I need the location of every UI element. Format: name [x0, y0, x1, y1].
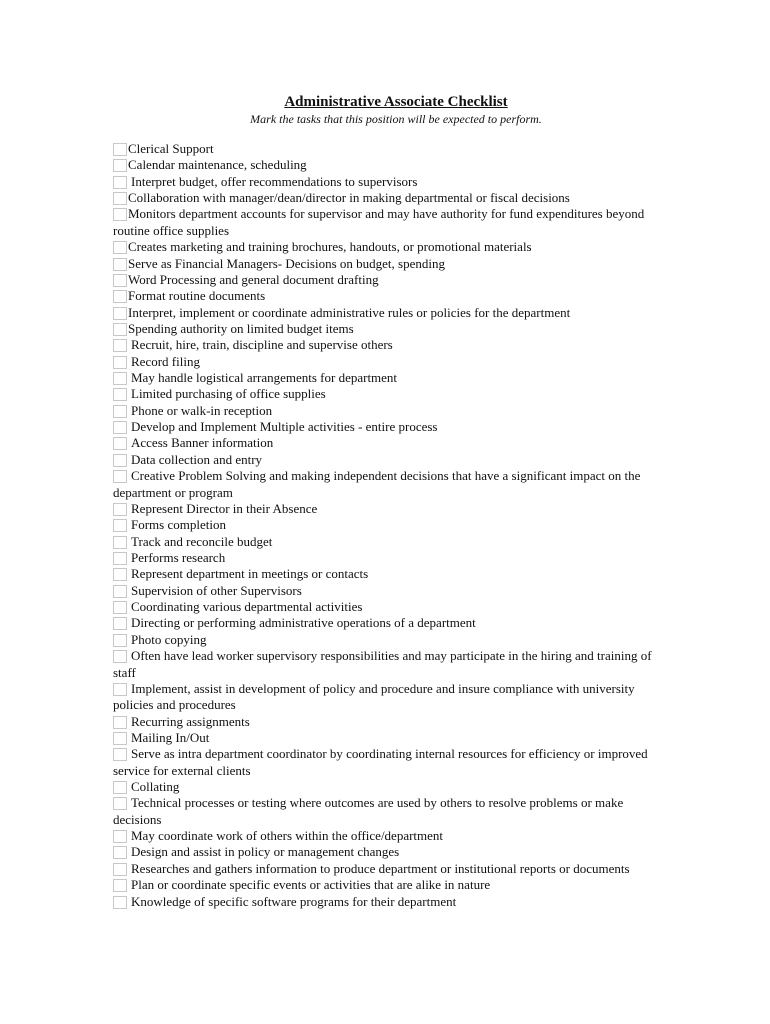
checklist-item: [113, 550, 663, 566]
checklist-item: [113, 861, 663, 877]
checklist-item-label: Technical processes or testing where outcomes are used by others to resolve problems or make decisions: [113, 795, 624, 827]
checklist-item-label: Word Processing and general document drafting: [128, 271, 379, 287]
checklist-item-label: Coordinating various departmental activities: [131, 599, 363, 615]
checkbox[interactable]: [113, 863, 127, 876]
checklist-item: [113, 534, 663, 550]
checkbox[interactable]: [113, 781, 127, 794]
checklist-item: [113, 435, 663, 451]
checklist-item: [113, 305, 663, 321]
checkbox[interactable]: [113, 176, 127, 189]
page-subtitle: Mark the tasks that this position will be expected to perform.: [250, 112, 542, 126]
checkbox[interactable]: [113, 830, 127, 843]
task-checklist: [113, 141, 663, 910]
checklist-item-label: Interpret budget, offer recommendations to supervisors: [131, 173, 418, 189]
checklist-item-label: Often have lead worker supervisory responsibilities and may participate in the hiring and training of staff: [113, 648, 652, 680]
checklist-item-label: Track and reconcile budget: [131, 533, 273, 549]
checklist-item: [113, 468, 663, 501]
checklist-item-label: Collaboration with manager/dean/director in making departmental or fiscal decisions: [128, 190, 570, 206]
checklist-item: [113, 615, 663, 631]
checklist-item: [113, 354, 663, 370]
checklist-item-label: Interpret, implement or coordinate administrative rules or policies for the department: [128, 304, 571, 320]
checklist-item: [113, 157, 663, 173]
checkbox[interactable]: [113, 879, 127, 892]
checklist-item-label: Supervision of other Supervisors: [131, 582, 302, 598]
checklist-item-label: Plan or coordinate specific events or activities that are alike in nature: [131, 877, 491, 893]
checklist-item: [113, 599, 663, 615]
checklist-item-label: Record filing: [131, 353, 200, 369]
checkbox[interactable]: [113, 634, 127, 647]
checkbox[interactable]: [113, 274, 127, 287]
checkbox[interactable]: [113, 519, 127, 532]
checklist-item-label: Recruit, hire, train, discipline and supervise others: [131, 337, 393, 353]
checklist-item-label: Performs research: [131, 549, 226, 565]
checklist-item-label: Represent department in meetings or contacts: [131, 566, 369, 582]
checkbox[interactable]: [113, 716, 127, 729]
checklist-item-label: Limited purchasing of office supplies: [131, 386, 326, 402]
checkbox[interactable]: [113, 585, 127, 598]
checklist-item: [113, 632, 663, 648]
checklist-item: [113, 714, 663, 730]
checklist-item: [113, 321, 663, 337]
checklist-item: [113, 648, 663, 681]
checklist-item-label: Format routine documents: [128, 288, 266, 304]
checkbox[interactable]: [113, 797, 127, 810]
checkbox[interactable]: [113, 617, 127, 630]
checklist-item-label: Data collection and entry: [131, 451, 263, 467]
checklist-item: [113, 828, 663, 844]
checklist-item: [113, 795, 663, 828]
checklist-item-label: Creative Problem Solving and making independent decisions that have a significant impact on the department or program: [113, 468, 641, 500]
checklist-item: [113, 730, 663, 746]
checklist-item: [113, 239, 663, 255]
checkbox[interactable]: [113, 503, 127, 516]
checklist-item-label: Calendar maintenance, scheduling: [128, 157, 307, 173]
checkbox[interactable]: [113, 307, 127, 320]
checkbox[interactable]: [113, 536, 127, 549]
checklist-item: [113, 386, 663, 402]
checklist-item-label: Researches and gathers information to produce department or institutional reports or documents: [131, 860, 630, 876]
checklist-item-label: Implement, assist in development of policy and procedure and insure compliance with university policies and procedures: [113, 680, 635, 713]
checkbox[interactable]: [113, 290, 127, 303]
checklist-item-label: Serve as intra department coordinator by coordinating internal resources for efficiency or improved service for external clients: [113, 746, 648, 778]
checklist-item: [113, 403, 663, 419]
checkbox[interactable]: [113, 241, 127, 254]
checklist-item: [113, 288, 663, 304]
checklist-item: [113, 256, 663, 272]
checklist-item-label: Spending authority on limited budget items: [128, 320, 354, 336]
checkbox[interactable]: [113, 568, 127, 581]
checkbox[interactable]: [113, 372, 127, 385]
checklist-item: [113, 174, 663, 190]
checkbox[interactable]: [113, 732, 127, 745]
checklist-item: [113, 894, 663, 910]
checklist-item: [113, 190, 663, 206]
checkbox[interactable]: [113, 421, 127, 434]
checklist-item: [113, 517, 663, 533]
checkbox[interactable]: [113, 323, 127, 336]
checklist-item-label: Photo copying: [131, 631, 207, 647]
checklist-item-label: Serve as Financial Managers- Decisions on budget, spending: [128, 255, 445, 271]
checkbox[interactable]: [113, 339, 127, 352]
checklist-item-label: Collating: [131, 779, 180, 795]
checklist-item: [113, 501, 663, 517]
checklist-item-label: Phone or walk-in reception: [131, 402, 273, 418]
checklist-item-label: Creates marketing and training brochures, handouts, or promotional materials: [128, 239, 532, 255]
checklist-item-label: Forms completion: [131, 517, 226, 533]
checklist-item: [113, 206, 663, 239]
checklist-item-label: Mailing In/Out: [131, 729, 210, 745]
checklist-item: [113, 877, 663, 893]
checklist-item: [113, 681, 663, 714]
checkbox[interactable]: [113, 356, 127, 369]
checkbox[interactable]: [113, 192, 127, 205]
checkbox[interactable]: [113, 437, 127, 450]
checklist-item-label: Monitors department accounts for supervisor and may have authority for fund expenditures beyond routine office supplies: [113, 206, 645, 238]
checklist-item-label: May coordinate work of others within the office/department: [131, 828, 444, 844]
checklist-item-label: Design and assist in policy or management changes: [131, 844, 400, 860]
checkbox[interactable]: [113, 454, 127, 467]
checklist-item-label: Represent Director in their Absence: [131, 500, 318, 516]
checklist-item: [113, 844, 663, 860]
checklist-item: [113, 272, 663, 288]
checklist-item: [113, 370, 663, 386]
checklist-item-label: Access Banner information: [131, 435, 274, 451]
checklist-item-label: Clerical Support: [128, 141, 214, 156]
checklist-item-label: Develop and Implement Multiple activities - entire process: [131, 419, 438, 435]
checkbox[interactable]: [113, 405, 127, 418]
checklist-item: [113, 746, 663, 779]
checklist-item: [113, 141, 663, 157]
checklist-item-label: Directing or performing administrative operations of a department: [131, 615, 476, 631]
checklist-item: [113, 452, 663, 468]
checkbox[interactable]: [113, 846, 127, 859]
checkbox[interactable]: [113, 650, 127, 663]
checkbox[interactable]: [113, 208, 127, 221]
checkbox[interactable]: [113, 552, 127, 565]
checkbox[interactable]: [113, 388, 127, 401]
checklist-item: [113, 419, 663, 435]
checkbox[interactable]: [113, 143, 127, 156]
checklist-item: [113, 566, 663, 582]
checklist-item: [113, 583, 663, 599]
checklist-item: [113, 779, 663, 795]
checkbox[interactable]: [113, 601, 127, 614]
checkbox[interactable]: [113, 159, 127, 172]
checklist-item-label: Knowledge of specific software programs for their department: [131, 893, 457, 909]
checkbox[interactable]: [113, 896, 127, 909]
checklist-item: [113, 337, 663, 353]
checkbox[interactable]: [113, 683, 127, 696]
checkbox[interactable]: [113, 748, 127, 761]
page-title: Administrative Associate Checklist: [284, 94, 508, 110]
checkbox[interactable]: [113, 470, 127, 483]
checkbox[interactable]: [113, 258, 127, 271]
checklist-item-label: Recurring assignments: [131, 713, 250, 729]
checklist-item-label: May handle logistical arrangements for department: [131, 370, 398, 386]
